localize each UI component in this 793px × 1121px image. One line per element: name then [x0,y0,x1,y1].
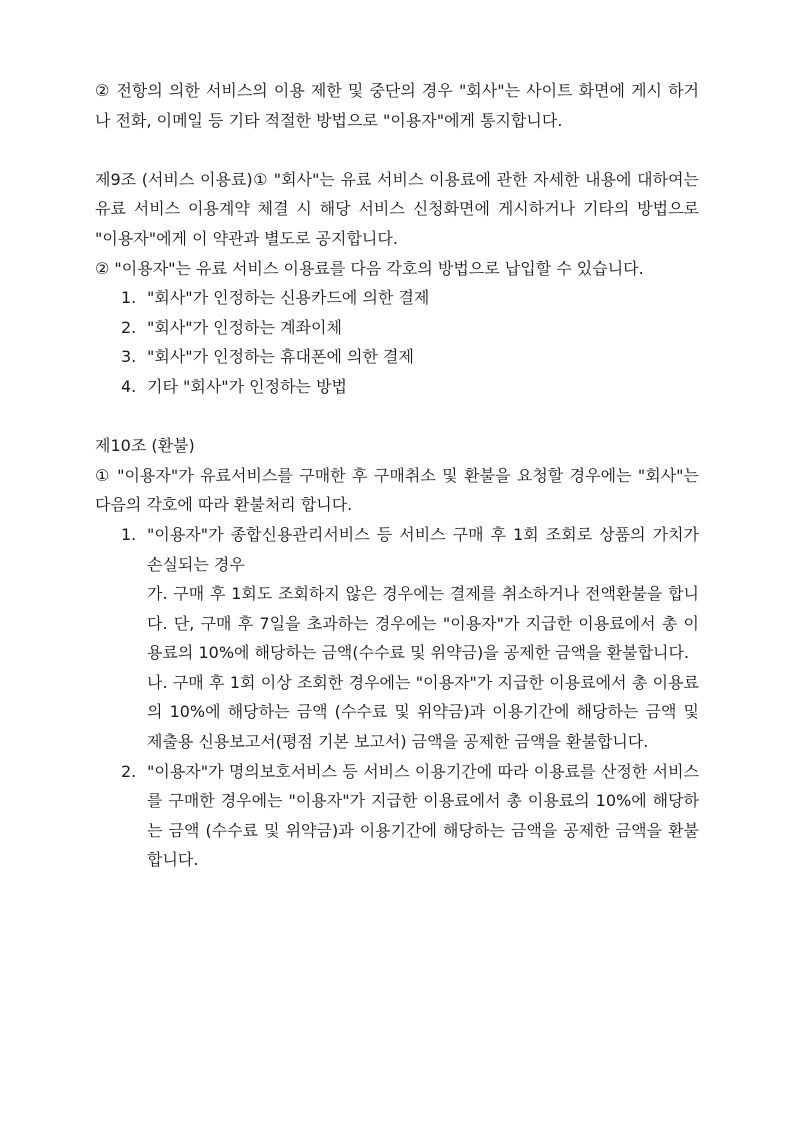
section8-paragraph-2: ② 전항의 의한 서비스의 이용 제한 및 중단의 경우 "회사"는 사이트 화면에 게시 하거나 전화, 이메일 등 기타 적절한 방법으로 "이용자"에게 통지합니다. [95,81,699,130]
list-number: 2. [121,761,137,781]
spacer [95,402,699,432]
list-number: 4. [121,376,137,396]
list-number: 1. [121,524,137,544]
list-text: "회사"가 인정하는 휴대폰에 의한 결제 [147,347,414,367]
list-text: "이용자"가 종합신용관리서비스 등 서비스 구매 후 1회 조회로 상품의 가치가 손실되는 경우 [147,524,699,574]
list-item [95,757,699,875]
list-item [95,372,699,402]
sub-item-ga: 가. 구매 후 1회도 조회하지 않은 경우에는 결제를 취소하거나 전액환불을 합니다. 단, 구매 후 7일을 초과하는 경우에는 "이용자"가 지급한 이용료에서 총 이용료의 10%에 해당하는 금액(수수료 및 위약금)을 공제한 금액을 환불합니다. [147,584,699,663]
list-item [95,520,699,757]
list-item [95,342,699,372]
list-text: 기타 "회사"가 인정하는 방법 [147,376,347,396]
spacer [95,135,699,165]
list-item [95,313,699,343]
list-item [95,283,699,313]
list-text: "회사"가 인정하는 계좌이체 [147,317,342,337]
refund-rules-list [95,520,699,875]
list-number: 1. [121,288,137,308]
payment-methods-list [95,283,699,401]
section10-title: 제10조 (환불) [95,436,195,456]
list-text: "회사"가 인정하는 신용카드에 의한 결제 [147,288,430,308]
list-number: 2. [121,317,137,337]
sub-item-na: 나. 구매 후 1회 이상 조회한 경우에는 "이용자"가 지급한 이용료에서 총 이용료의 10%에 해당하는 금액 (수수료 및 위약금)과 이용기간에 해당하는 금액 및 제출용 신용보고서(평점 기본 보고서) 금액을 공제한 금액을 환불합니다. [147,672,699,752]
list-text: "이용자"가 명의보호서비스 등 서비스 이용기간에 따라 이용료를 산정한 서비스를 구매한 경우에는 "이용자"가 지급한 이용료에서 총 이용료의 10%에 해당하는 금액 (수수료 및 위약금)과 이용기간에 해당하는 금액을 공제한 금액을 환불합니다. [147,761,699,870]
list-number: 3. [121,347,137,367]
section9-paragraph-2: ② "이용자"는 유료 서비스 이용료를 다음 각호의 방법으로 납입할 수 있습니다. [95,258,644,278]
section9-paragraph-1: 제9조 (서비스 이용료)① "회사"는 유료 서비스 이용료에 관한 자세한 내용에 대하여는 유료 서비스 이용계약 체결 시 해당 서비스 신청화면에 게시하거나 기타의 방법으로 "이용자"에게 이 약관과 별도로 공지합니다. [95,169,699,248]
terms-document [95,76,699,875]
section10-paragraph-1: ① "이용자"가 유료서비스를 구매한 후 구매취소 및 환불을 요청할 경우에는 "회사"는 다음의 각호에 따라 환불처리 합니다. [95,465,699,515]
